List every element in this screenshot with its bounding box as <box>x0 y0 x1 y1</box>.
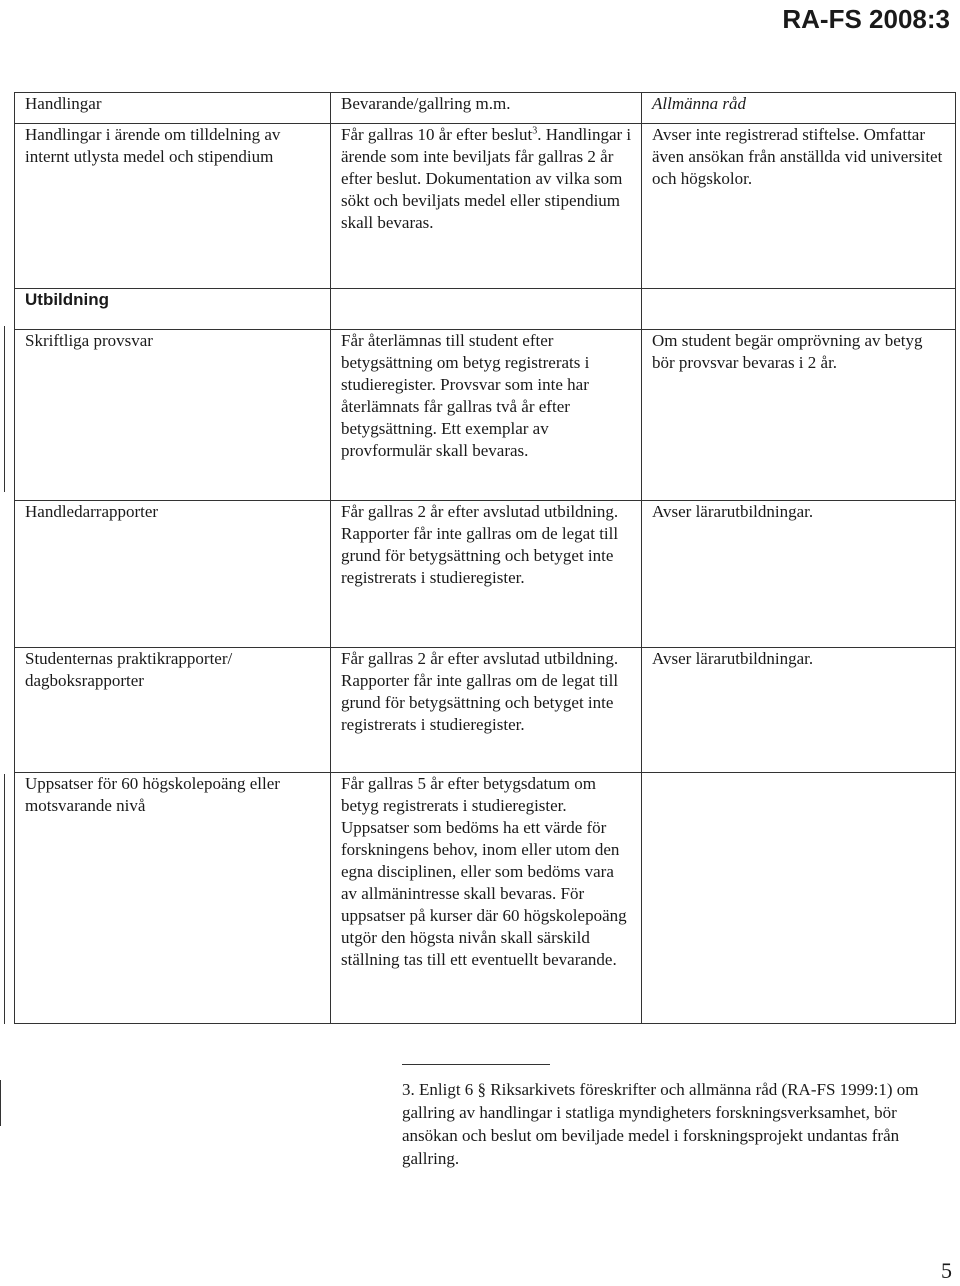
document-code: RA-FS 2008:3 <box>782 4 950 34</box>
cell-handlingar: Handledarrapporter <box>15 501 331 648</box>
section-empty-cell <box>331 289 642 330</box>
header-handlingar: Handlingar <box>15 93 331 124</box>
page-number: 5 <box>941 1258 952 1283</box>
section-empty-cell <box>642 289 956 330</box>
cell-handlingar: Skriftliga provsvar <box>15 330 331 501</box>
cell-bevarande <box>331 124 642 289</box>
bevarande-text-cont: . Handlingar i ärende som inte beviljats får gallras 2 år efter beslut. Dokumentation av vilka som sökt och beviljats medel eller stipendium skall bevaras. <box>341 125 632 232</box>
cell-bevarande: Får gallras 2 år efter avslutad utbildning. Rapporter får inte gallras om de legat till grund för betygsättning och betyget inte registrerats i studieregister. <box>331 648 642 773</box>
header-allmanna-rad: Allmänna råd <box>642 93 956 124</box>
table-row <box>15 773 956 1024</box>
cell-allmanna-rad: Avser lärarutbildningar. <box>642 501 956 648</box>
cell-allmanna-rad: Om student begär omprövning av betyg bör provsvar bevaras i 2 år. <box>642 330 956 501</box>
change-bar <box>4 326 5 492</box>
retention-table <box>14 92 956 1024</box>
cell-handlingar: Handlingar i ärende om tilldelning av internt utlysta medel och stipendium <box>15 124 331 289</box>
table-row <box>15 648 956 773</box>
footnote-number: 3. <box>402 1080 415 1099</box>
cell-bevarande: Får återlämnas till student efter betygsättning om betyg registrerats i studieregister. Provsvar som inte har återlämnats får gallras två år efter betygsättning. Ett exemplar av provformulär skall bevaras. <box>331 330 642 501</box>
header-bevarande: Bevarande/gallring m.m. <box>331 93 642 124</box>
footnote-divider <box>402 1064 550 1065</box>
footnote <box>402 1078 945 1170</box>
cell-handlingar: Uppsatser för 60 högskolepoäng eller motsvarande nivå <box>15 773 331 1024</box>
cell-handlingar: Studenternas praktikrapporter/ dagboksrapporter <box>15 648 331 773</box>
cell-allmanna-rad <box>642 773 956 1024</box>
cell-allmanna-rad: Avser lärarutbildningar. <box>642 648 956 773</box>
cell-allmanna-rad: Avser inte registrerad stiftelse. Omfattar även ansökan från anställda vid universitet och högskolor. <box>642 124 956 289</box>
change-bar <box>0 1080 1 1126</box>
cell-bevarande: Får gallras 5 år efter betygsdatum om betyg registrerats i studieregister. Uppsatser som bedöms ha ett värde för forskningens behov, inom eller utom den egna disciplinen, eller som bedöms vara av allmänintresse skall bevaras. För uppsatser på kurser där 60 högskolepoäng utgör den högsta nivån skall särskild ställning tas till ett eventuellt bevarande. <box>331 773 642 1024</box>
cell-bevarande: Får gallras 2 år efter avslutad utbildning. Rapporter får inte gallras om de legat till grund för betygsättning och betyget inte registrerats i studieregister. <box>331 501 642 648</box>
bevarande-text: Får gallras 10 år efter beslut <box>341 125 533 144</box>
change-bar <box>4 774 5 1024</box>
section-row <box>15 289 956 330</box>
table-row <box>15 330 956 501</box>
footnote-text: Enligt 6 § Riksarkivets föreskrifter och allmänna råd (RA-FS 1999:1) om gallring av handlingar i statliga myndigheters forskningsverksamhet, bör ansökan och beslut om beviljade medel i forskningsprojekt undantas från gallring. <box>402 1080 919 1168</box>
footnote-ref: 3 <box>532 125 538 137</box>
table-header-row <box>15 93 956 124</box>
table-row <box>15 124 956 289</box>
table-row <box>15 501 956 648</box>
section-title: Utbildning <box>15 289 331 330</box>
